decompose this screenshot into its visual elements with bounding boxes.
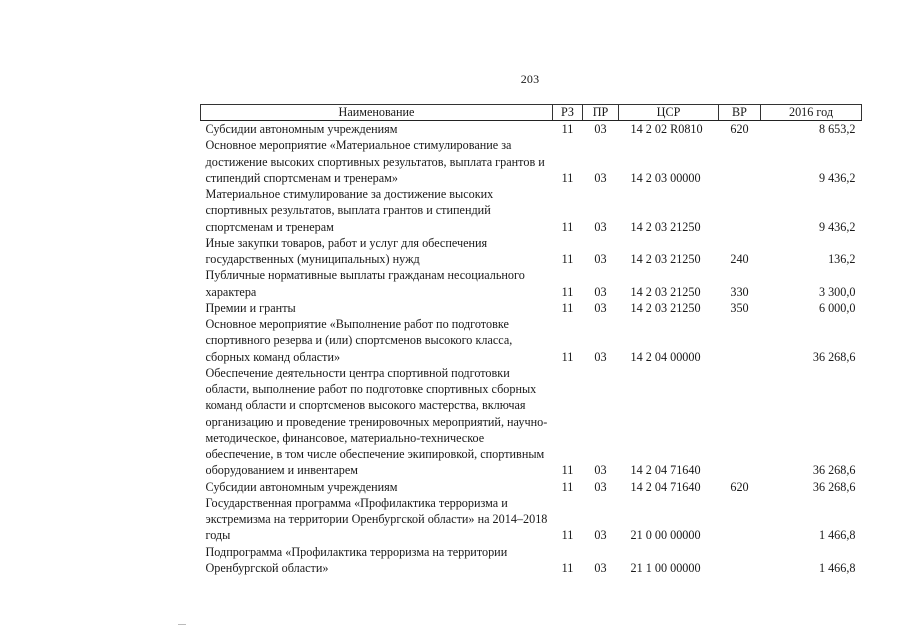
row-pr: 03 — [594, 252, 607, 266]
row-rz: 11 — [561, 349, 574, 364]
table-row — [201, 137, 862, 186]
table-row — [201, 235, 862, 268]
row-vr — [719, 137, 761, 186]
header-pr: ПР — [583, 105, 619, 121]
row-csr: 14 2 02 R0810 — [630, 122, 703, 136]
row-rz: 11 — [561, 528, 574, 543]
row-name: Субсидии автономным учреждениям — [205, 122, 398, 136]
row-csr: 21 1 00 00000 — [630, 560, 701, 575]
row-sum: 9 436,2 — [818, 170, 856, 185]
row-csr: 14 2 04 00000 — [630, 349, 701, 364]
row-pr: 03 — [594, 219, 607, 234]
row-sum: 36 268,6 — [812, 463, 856, 478]
table-row — [201, 267, 862, 300]
table-row — [201, 316, 862, 365]
header-csr: ЦСР — [619, 105, 719, 121]
row-vr: 330 — [730, 284, 749, 299]
row-csr: 14 2 03 21250 — [630, 219, 701, 234]
row-name: Основное мероприятие «Выполнение работ по подготовке спортивного резерва и (или) спортсменов высокого класса, сборных команд области» — [205, 317, 513, 364]
row-vr: 240 — [730, 252, 749, 266]
header-year: 2016 год — [761, 105, 862, 121]
row-sum: 3 300,0 — [818, 284, 856, 299]
row-sum: 9 436,2 — [818, 219, 856, 234]
budget-table — [200, 104, 862, 576]
row-sum: 36 268,6 — [812, 349, 856, 364]
row-rz: 11 — [561, 463, 574, 478]
table-row — [201, 495, 862, 544]
table-row — [201, 186, 862, 235]
row-pr: 03 — [594, 463, 607, 478]
table-row — [201, 365, 862, 479]
row-vr: 620 — [730, 122, 749, 136]
row-pr: 03 — [594, 284, 607, 299]
row-vr — [719, 316, 761, 365]
row-name: Публичные нормативные выплаты гражданам несоциального характера — [205, 268, 525, 299]
row-csr: 21 0 00 00000 — [630, 528, 701, 543]
table-row — [201, 479, 862, 495]
row-pr: 03 — [594, 560, 607, 575]
row-pr: 03 — [594, 528, 607, 543]
scan-speck — [178, 624, 186, 625]
row-rz: 11 — [561, 284, 574, 299]
row-rz: 11 — [561, 122, 574, 136]
row-csr: 14 2 03 00000 — [630, 170, 701, 185]
table-row — [201, 300, 862, 316]
row-csr: 14 2 04 71640 — [630, 479, 701, 494]
row-pr: 03 — [594, 300, 607, 315]
row-rz: 11 — [561, 252, 574, 266]
row-csr: 14 2 03 21250 — [630, 284, 701, 299]
header-name: Наименование — [201, 105, 553, 121]
row-sum: 1 466,8 — [818, 560, 856, 575]
row-rz: 11 — [561, 479, 574, 494]
row-sum: 1 466,8 — [818, 528, 856, 543]
row-rz: 11 — [561, 560, 574, 575]
row-csr: 14 2 03 21250 — [630, 300, 701, 315]
row-sum: 136,2 — [828, 252, 856, 266]
row-vr — [719, 495, 761, 544]
row-rz: 11 — [561, 219, 574, 234]
row-pr: 03 — [594, 122, 607, 136]
header-vr: ВР — [719, 105, 761, 121]
row-name: Иные закупки товаров, работ и услуг для обеспечения государственных (муниципальных) нужд — [205, 235, 488, 266]
row-vr — [719, 365, 761, 479]
row-rz: 11 — [561, 170, 574, 185]
row-name: Премии и гранты — [205, 300, 296, 315]
row-vr — [719, 186, 761, 235]
row-name: Материальное стимулирование за достижение высоких спортивных результатов, выплата грантов и стипендий спортсменам и тренерам — [205, 187, 494, 234]
row-pr: 03 — [594, 479, 607, 494]
header-rz: РЗ — [553, 105, 583, 121]
table-row — [201, 544, 862, 577]
row-name: Подпрограмма «Профилактика терроризма на территории Оренбургской области» — [205, 544, 508, 575]
row-csr: 14 2 03 21250 — [630, 252, 701, 266]
row-sum: 36 268,6 — [812, 479, 856, 494]
row-name: Основное мероприятие «Материальное стимулирование за достижение высоких спортивных результатов, выплата грантов и стипендий спортсменам и тренерам» — [205, 138, 545, 185]
row-name: Государственная программа «Профилактика терроризма и экстремизма на территории Оренбургской области» на 2014–2018 годы — [205, 495, 548, 543]
table-row — [201, 121, 862, 138]
row-csr: 14 2 04 71640 — [630, 463, 701, 478]
row-sum: 8 653,2 — [818, 122, 856, 136]
row-name: Субсидии автономным учреждениям — [205, 479, 398, 494]
row-vr — [719, 544, 761, 577]
row-vr: 350 — [730, 300, 749, 315]
row-vr: 620 — [730, 479, 749, 494]
row-name: Обеспечение деятельности центра спортивной подготовки области, выполнение работ по подготовке спортивных сборных команд области и спортсменов высокого мастерства, включая организацию и проведение тренировочных мероприятий, научно-методическое, финансовое, материально-техническое обеспечение, в том числе обеспечение экипировкой, спортивным оборудованием и инвентарем — [205, 365, 548, 478]
row-rz: 11 — [561, 300, 574, 315]
row-pr: 03 — [594, 349, 607, 364]
page-number: 203 — [520, 72, 540, 86]
table-header-row — [201, 105, 862, 121]
row-sum: 6 000,0 — [818, 300, 856, 315]
row-pr: 03 — [594, 170, 607, 185]
